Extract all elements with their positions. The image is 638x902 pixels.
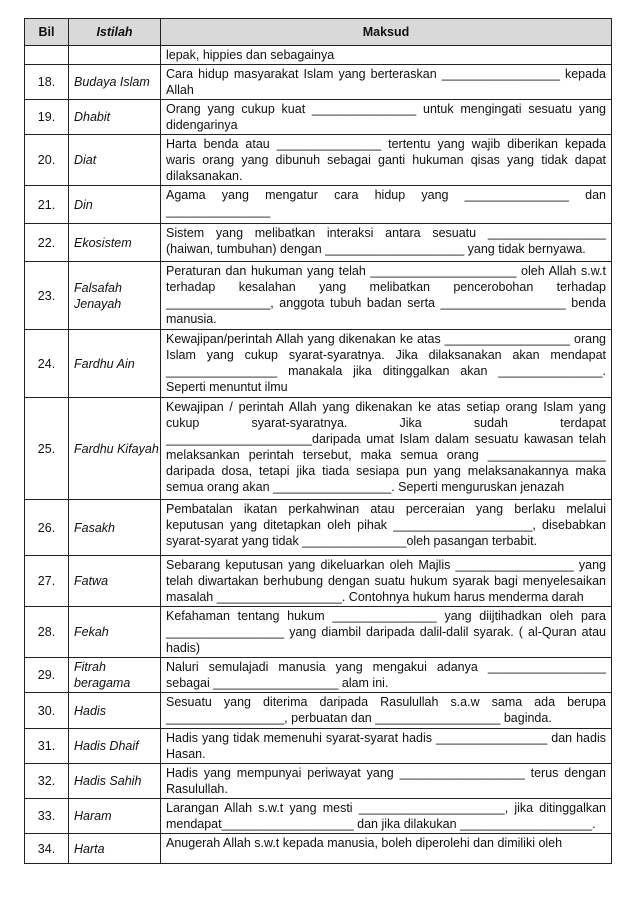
row-number: 27. [25,556,69,607]
row-term: Fitrah beragama [69,658,161,693]
table-row [25,500,612,556]
table-row [25,764,612,799]
row-term: Fasakh [69,500,161,556]
table-row [25,799,612,834]
row-definition: Orang yang cukup kuat _______________ untuk mengingati sesuatu yang didengarinya [161,100,612,135]
row-definition: Peraturan dan hukuman yang telah _____________________ oleh Allah s.w.t terhadap kesalahan yang melibatkan pencerobohan terhadap _______________, anggota tubuh badan serta __________________ benda manusia. [161,262,612,330]
row-number: 21. [25,186,69,224]
row-term: Dhabit [69,100,161,135]
row-number: 25. [25,398,69,500]
row-number: 22. [25,224,69,262]
row-definition: Kewajipan/perintah Allah yang dikenakan ke atas __________________ orang Islam yang cukup syarat-syaratnya. Jika dilaksanakan akan mendapat ________________ manakala jika ditinggalkan akan _______________. Seperti menuntut ilmu [161,330,612,398]
row-term: Harta [69,834,161,864]
table-row [25,46,612,65]
row-definition: Hadis yang mempunyai periwayat yang __________________ terus dengan Rasulullah. [161,764,612,799]
table-row [25,398,612,500]
row-term: Falsafah Jenayah [69,262,161,330]
table-row [25,100,612,135]
row-term: Diat [69,135,161,186]
table-row [25,330,612,398]
row-definition: Sebarang keputusan yang dikeluarkan oleh Majlis _________________ yang telah diwartakan berhubung dengan suatu hukum syarak bagi menyelesaikan masalah __________________. Contohnya hukum harus menderma darah [161,556,612,607]
table-row [25,135,612,186]
row-term: Haram [69,799,161,834]
row-definition: Larangan Allah s.w.t yang mesti _____________________, jika ditinggalkan mendapat___________________ dan jika dilakukan ___________________. [161,799,612,834]
table-row [25,186,612,224]
row-number: 34. [25,834,69,864]
row-number: 31. [25,729,69,764]
row-term: Fekah [69,607,161,658]
row-definition: lepak, hippies dan sebagainya [161,46,612,65]
row-number: 18. [25,65,69,100]
row-definition: Hadis yang tidak memenuhi syarat-syarat hadis ________________ dan hadis Hasan. [161,729,612,764]
row-number: 29. [25,658,69,693]
glossary-table [24,18,612,864]
row-number: 32. [25,764,69,799]
row-term: Fardhu Ain [69,330,161,398]
row-definition: Sesuatu yang diterima daripada Rasulullah s.a.w sama ada berupa _________________, perbuatan dan __________________ baginda. [161,693,612,729]
table-row [25,262,612,330]
table-row [25,607,612,658]
table-row [25,693,612,729]
row-number: 30. [25,693,69,729]
row-definition: Sistem yang melibatkan interaksi antara sesuatu _________________ (haiwan, tumbuhan) dengan ____________________ yang tidak bernyawa. [161,224,612,262]
row-number: 24. [25,330,69,398]
header-maksud: Maksud [161,19,612,46]
row-number [25,46,69,65]
row-number: 33. [25,799,69,834]
row-term: Fardhu Kifayah [69,398,161,500]
row-number: 20. [25,135,69,186]
table-row [25,834,612,864]
row-definition: Harta benda atau _______________ tertentu yang wajib diberikan kepada waris orang yang dibunuh sebagai ganti hukuman qisas yang tidak dapat dilaksanakan. [161,135,612,186]
row-definition: Kefahaman tentang hukum _______________ yang diijtihadkan oleh para _________________ yang diambil daripada dalil-dalil syarak. ( al-Quran atau hadis) [161,607,612,658]
row-term: Fatwa [69,556,161,607]
row-definition: Agama yang mengatur cara hidup yang _______________ dan _______________ [161,186,612,224]
row-term: Ekosistem [69,224,161,262]
table-row [25,65,612,100]
row-number: 26. [25,500,69,556]
row-definition: Naluri semulajadi manusia yang mengakui adanya _________________ sebagai __________________ alam ini. [161,658,612,693]
row-number: 23. [25,262,69,330]
header-bil: Bil [25,19,69,46]
header-istilah: Istilah [69,19,161,46]
row-term: Hadis Sahih [69,764,161,799]
table-row [25,729,612,764]
row-term [69,46,161,65]
row-term: Budaya Islam [69,65,161,100]
table-row [25,658,612,693]
row-number: 19. [25,100,69,135]
table-header-row [25,19,612,46]
table-row [25,224,612,262]
row-definition: Cara hidup masyarakat Islam yang berteraskan _________________ kepada Allah [161,65,612,100]
table-row [25,556,612,607]
row-term: Din [69,186,161,224]
row-definition: Kewajipan / perintah Allah yang dikenakan ke atas setiap orang Islam yang cukup syarat-syaratnya. Jika sudah terdapat _____________________daripada umat Islam dalam sesuatu kawasan telah melaksankan perintah tersebut, maka semua orang _________________ daripada dosa, tetapi jika tiada sesiapa pun yang melaksanakannya maka semua orang akan _________________. Seperti menguruskan jenazah [161,398,612,500]
row-number: 28. [25,607,69,658]
row-term: Hadis [69,693,161,729]
row-term: Hadis Dhaif [69,729,161,764]
glossary-sheet [24,18,611,864]
row-definition: Pembatalan ikatan perkahwinan atau perceraian yang berlaku melalui keputusan yang ditetapkan oleh pihak ____________________, disebabkan syarat-syarat yang tidak _______________oleh pasangan terbabit. [161,500,612,556]
row-definition: Anugerah Allah s.w.t kepada manusia, boleh diperolehi dan dimiliki oleh [161,834,612,864]
